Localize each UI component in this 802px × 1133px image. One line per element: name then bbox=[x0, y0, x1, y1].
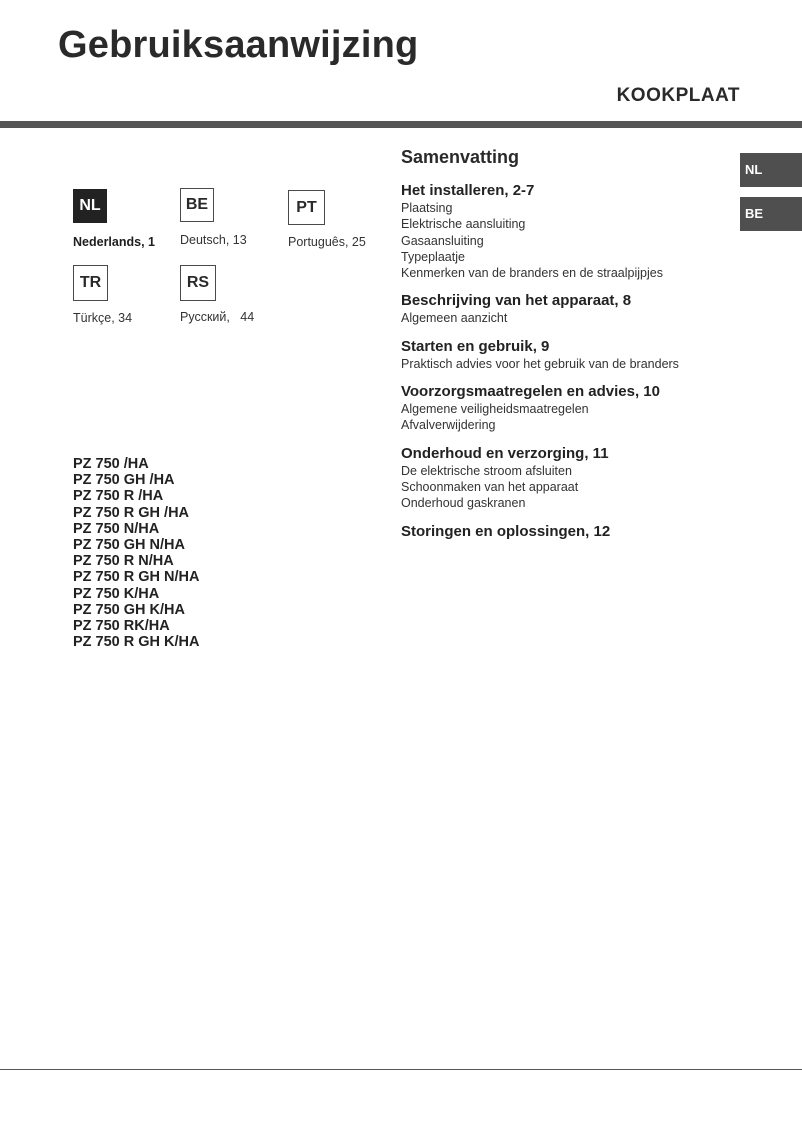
toc-item[interactable]: Algemene veiligheidsmaatregelen bbox=[401, 402, 589, 417]
language-be[interactable] bbox=[180, 188, 214, 222]
toc-section-precautions bbox=[401, 383, 721, 434]
model-item: PZ 750 RK/HA bbox=[73, 618, 170, 635]
toc-heading: Samenvatting bbox=[401, 147, 520, 167]
toc-section-title[interactable]: Starten en gebruik, 9 bbox=[401, 337, 550, 355]
toc-item[interactable]: Algemeen aanzicht bbox=[401, 311, 508, 326]
language-label: Nederlands, 1 bbox=[73, 235, 155, 249]
language-code-box[interactable]: NL bbox=[73, 189, 107, 223]
model-item: PZ 750 GH K/HA bbox=[73, 601, 185, 618]
toc-item[interactable]: Afvalverwijdering bbox=[401, 418, 496, 433]
toc-section-description bbox=[401, 292, 721, 326]
model-item: PZ 750 N/HA bbox=[73, 520, 160, 537]
toc-section-installation bbox=[401, 182, 721, 281]
language-code-box[interactable]: PT bbox=[288, 190, 325, 225]
toc-section-title[interactable]: Storingen en oplossingen, 12 bbox=[401, 522, 611, 540]
toc-item[interactable]: Plaatsing bbox=[401, 201, 453, 215]
model-item: PZ 750 /HA bbox=[73, 456, 149, 472]
language-label: Português, 25 bbox=[288, 235, 366, 249]
toc-item[interactable]: Praktisch advies voor het gebruik van de branders bbox=[401, 356, 679, 371]
language-label: Türkçe, 34 bbox=[73, 311, 133, 325]
toc-item[interactable]: Onderhoud gaskranen bbox=[401, 496, 526, 511]
toc-item[interactable]: Schoonmaken van het apparaat bbox=[401, 479, 579, 494]
language-code-box[interactable]: RS bbox=[180, 265, 216, 301]
toc-section-start-use bbox=[401, 338, 721, 372]
footer-divider bbox=[0, 1069, 802, 1070]
toc-section-maintenance bbox=[401, 445, 721, 512]
language-code-box[interactable]: TR bbox=[73, 265, 108, 301]
product-type: KOOKPLAAT bbox=[616, 85, 740, 106]
toc-section-title[interactable]: Het installeren, 2-7 bbox=[401, 182, 535, 199]
toc-section-title[interactable]: Voorzorgsmaatregelen en advies, 10 bbox=[401, 383, 660, 401]
toc-section-title[interactable]: Onderhoud en verzorging, 11 bbox=[401, 444, 609, 462]
model-item: PZ 750 GH N/HA bbox=[73, 537, 185, 554]
toc-section-troubleshooting bbox=[401, 523, 721, 541]
table-of-contents bbox=[401, 147, 721, 552]
toc-item[interactable]: De elektrische stroom afsluiten bbox=[401, 463, 572, 478]
language-pt[interactable] bbox=[288, 190, 325, 225]
toc-section-title[interactable]: Beschrijving van het apparaat, 8 bbox=[401, 292, 632, 310]
language-rs[interactable] bbox=[180, 265, 216, 301]
side-tab-be[interactable]: BE bbox=[740, 197, 802, 231]
language-tr[interactable] bbox=[73, 265, 108, 301]
language-code-box[interactable]: BE bbox=[180, 188, 214, 222]
page-title: Gebruiksaanwijzing bbox=[58, 24, 419, 66]
language-label: Deutsch, 13 bbox=[180, 233, 247, 247]
model-list bbox=[73, 456, 200, 650]
model-item: PZ 750 K/HA bbox=[73, 585, 160, 602]
model-item: PZ 750 R N/HA bbox=[73, 553, 174, 570]
model-item: PZ 750 GH /HA bbox=[73, 472, 175, 489]
model-item: PZ 750 R /HA bbox=[73, 488, 164, 505]
toc-item[interactable]: Elektrische aansluiting bbox=[401, 217, 526, 232]
side-tab-nl[interactable]: NL bbox=[740, 153, 802, 187]
language-label: Русский, 44 bbox=[180, 310, 255, 324]
language-nl[interactable] bbox=[73, 189, 107, 223]
toc-item[interactable]: Typeplaatje bbox=[401, 249, 465, 264]
header-divider bbox=[0, 121, 802, 128]
model-item: PZ 750 R GH K/HA bbox=[73, 634, 200, 651]
model-item: PZ 750 R GH N/HA bbox=[73, 569, 200, 586]
toc-item[interactable]: Gasaansluiting bbox=[401, 233, 484, 248]
model-item: PZ 750 R GH /HA bbox=[73, 504, 190, 521]
toc-item[interactable]: Kenmerken van de branders en de straalpijpjes bbox=[401, 266, 663, 281]
